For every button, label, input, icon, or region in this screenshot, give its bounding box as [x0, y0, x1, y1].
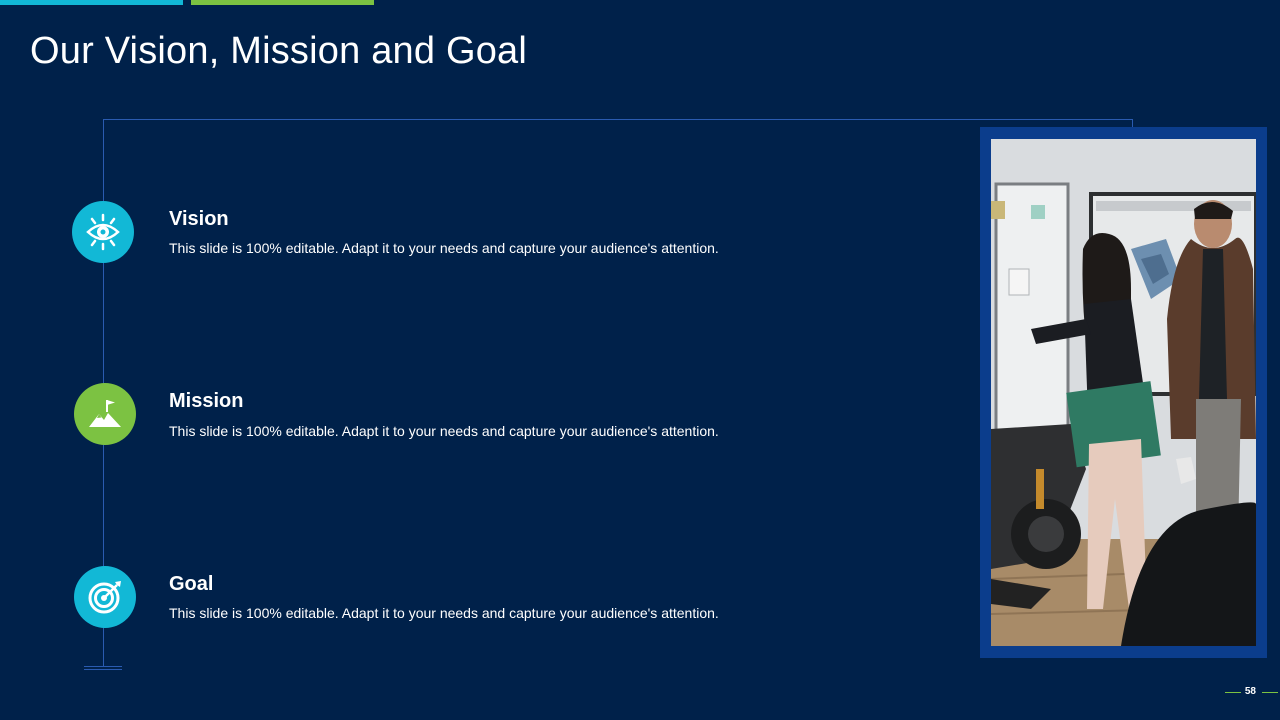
- timeline-base-line: [84, 669, 122, 670]
- goal-description: This slide is 100% editable. Adapt it to your needs and capture your audience's attention.: [169, 605, 719, 621]
- page-number-line-left: [1225, 692, 1241, 693]
- photo-illustration: [991, 139, 1256, 646]
- timeline-top-line: [103, 119, 1133, 120]
- vision-title: Vision: [169, 208, 229, 230]
- page-number-line-right: [1262, 692, 1278, 693]
- target-icon: [74, 566, 136, 628]
- mountain-flag-icon: [74, 383, 136, 445]
- photo-frame: [980, 127, 1267, 658]
- accent-bar-cyan: [0, 0, 183, 5]
- accent-bar-green: [191, 0, 374, 5]
- mission-description: This slide is 100% editable. Adapt it to your needs and capture your audience's attention.: [169, 423, 719, 439]
- mission-title: Mission: [169, 390, 244, 412]
- slide-title: Our Vision, Mission and Goal: [30, 30, 528, 72]
- goal-title: Goal: [169, 573, 214, 595]
- vision-description: This slide is 100% editable. Adapt it to your needs and capture your audience's attention.: [169, 240, 719, 256]
- eye-icon: [72, 201, 134, 263]
- office-meeting-photo: [991, 139, 1256, 646]
- timeline-base-line: [84, 666, 122, 667]
- page-number: 58: [1244, 686, 1256, 697]
